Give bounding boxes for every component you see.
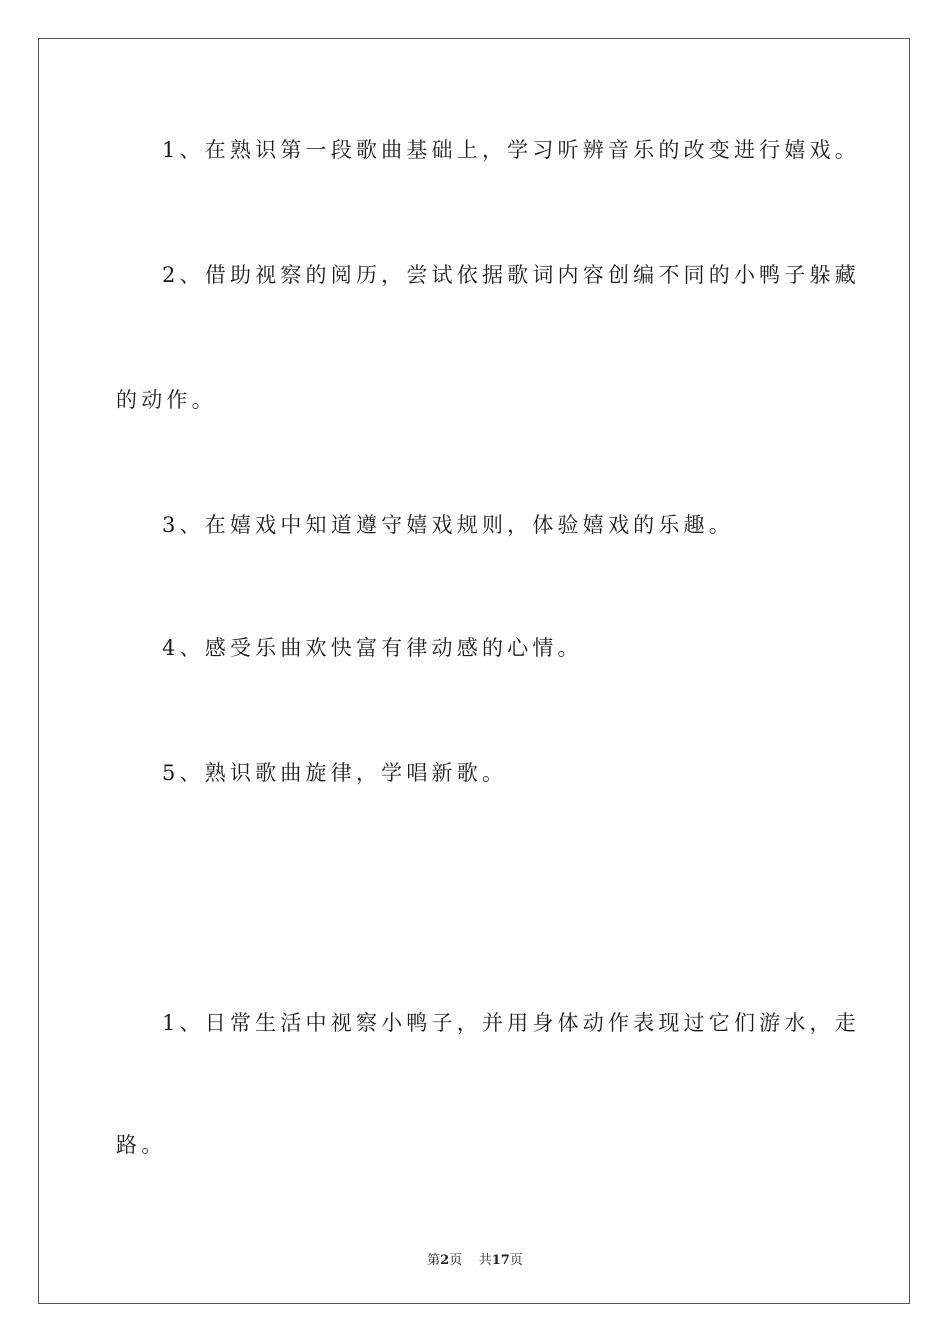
page-footer <box>0 1249 950 1268</box>
footer-page-total: 17 <box>491 1253 510 1268</box>
paragraph-6-line-2: 路。 <box>116 1133 167 1157</box>
paragraph-5-line-1: 5、熟识歌曲旋律，学唱新歌。 <box>162 761 508 785</box>
paragraph-2-line-2: 的动作。 <box>116 388 217 412</box>
paragraph-4-line-1: 4、感受乐曲欢快富有律动感的心情。 <box>162 636 583 660</box>
paragraph-6-line-1: 1、日常生活中视察小鸭子，并用身体动作表现过它们游水，走 <box>162 1011 860 1035</box>
footer-page-mid: 页 共 <box>449 1253 492 1268</box>
footer-page-suffix: 页 <box>509 1253 523 1268</box>
paragraph-2-line-1: 2、借助视察的阅历，尝试依据歌词内容创编不同的小鸭子躲藏 <box>162 263 860 287</box>
paragraph-1-line-1: 1、在熟识第一段歌曲基础上，学习听辨音乐的改变进行嬉戏。 <box>162 138 860 162</box>
paragraph-3-line-1: 3、在嬉戏中知道遵守嬉戏规则，体验嬉戏的乐趣。 <box>162 513 734 537</box>
footer-page-prefix: 第 <box>427 1253 441 1268</box>
page-border <box>38 38 910 1304</box>
footer-page-current: 2 <box>440 1253 450 1268</box>
